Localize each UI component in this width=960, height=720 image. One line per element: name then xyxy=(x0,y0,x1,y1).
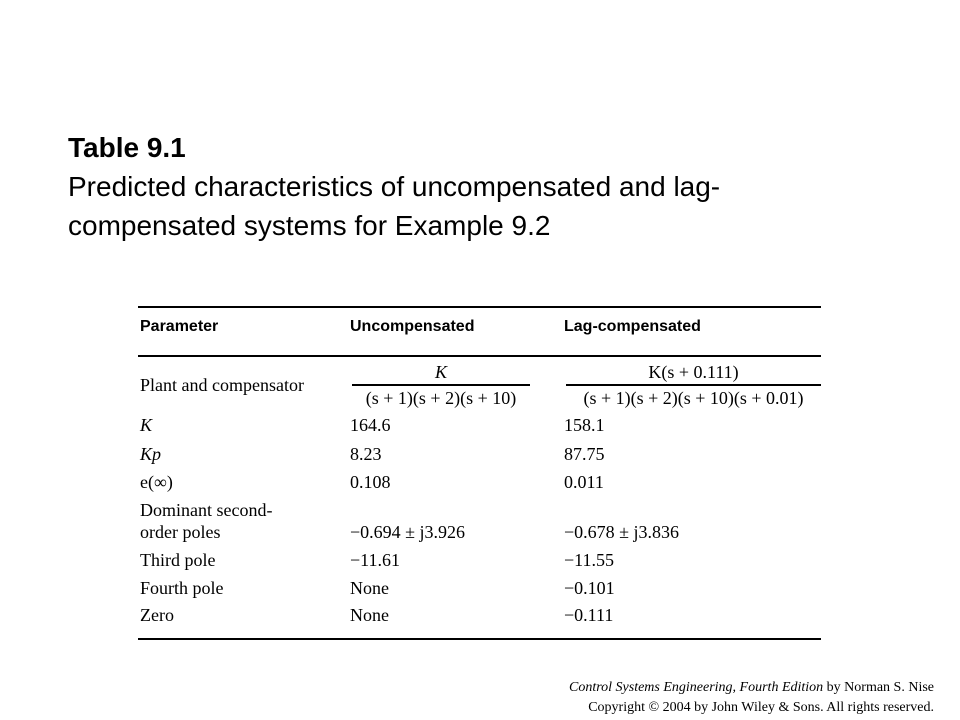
uncomp-tf-numerator: K xyxy=(434,362,447,382)
lag-tf-numerator: K(s + 0.111) xyxy=(648,362,739,382)
row-label-fourth-pole: Fourth pole xyxy=(140,578,224,598)
third-pole-uncompensated: −11.61 xyxy=(350,550,400,570)
kp-lag: 87.75 xyxy=(564,444,605,464)
lag-transfer-function xyxy=(566,361,821,409)
table-caption: Predicted characteristics of uncompensated and lag-compensated systems for Example 9.2 xyxy=(68,171,721,241)
row-label-steady-state-error: e(∞) xyxy=(140,472,173,492)
fourth-pole-lag: −0.101 xyxy=(564,578,615,598)
third-pole-lag: −11.55 xyxy=(564,550,614,570)
table-number: Table 9.1 xyxy=(68,132,186,163)
row-label-k: K xyxy=(140,415,153,435)
error-lag: 0.011 xyxy=(564,472,604,492)
copyright-footer xyxy=(569,678,934,718)
k-uncompensated: 164.6 xyxy=(350,415,391,435)
dominant-poles-lag: −0.678 ± j3.836 xyxy=(564,522,680,542)
row-label-zero: Zero xyxy=(140,605,174,625)
header-uncompensated: Uncompensated xyxy=(350,318,475,335)
dominant-poles-uncompensated: −0.694 ± j3.926 xyxy=(350,522,466,542)
lag-tf-denominator: (s + 1)(s + 2)(s + 10)(s + 0.01) xyxy=(583,387,804,408)
zero-lag: −0.111 xyxy=(564,605,614,625)
book-credit xyxy=(569,678,934,698)
k-lag: 158.1 xyxy=(564,415,605,435)
book-author: by Norman S. Nise xyxy=(823,680,934,695)
zero-uncompensated: None xyxy=(350,605,389,625)
slide-title xyxy=(68,128,868,245)
fourth-pole-uncompensated: None xyxy=(350,578,389,598)
row-label-third-pole: Third pole xyxy=(140,550,216,570)
book-title: Control Systems Engineering, Fourth Edition xyxy=(568,680,824,695)
table-top-rule xyxy=(138,306,821,308)
table-bottom-rule xyxy=(138,638,821,640)
kp-uncompensated: 8.23 xyxy=(350,444,382,464)
uncomp-tf-denominator: (s + 1)(s + 2)(s + 10) xyxy=(365,387,517,408)
row-label-dominant-line1: Dominant second- xyxy=(140,500,273,520)
copyright-line: Copyright © 2004 by John Wiley & Sons. All rights reserved. xyxy=(588,700,934,715)
row-label-dominant-line2: order poles xyxy=(140,522,221,542)
error-uncompensated: 0.108 xyxy=(350,472,391,492)
row-label-plant: Plant and compensator xyxy=(140,375,304,395)
header-parameter: Parameter xyxy=(140,318,219,335)
row-label-kp: Kp xyxy=(140,444,162,464)
header-lag-compensated: Lag-compensated xyxy=(564,318,701,335)
uncompensated-transfer-function xyxy=(352,361,530,409)
header-rule xyxy=(138,355,821,357)
